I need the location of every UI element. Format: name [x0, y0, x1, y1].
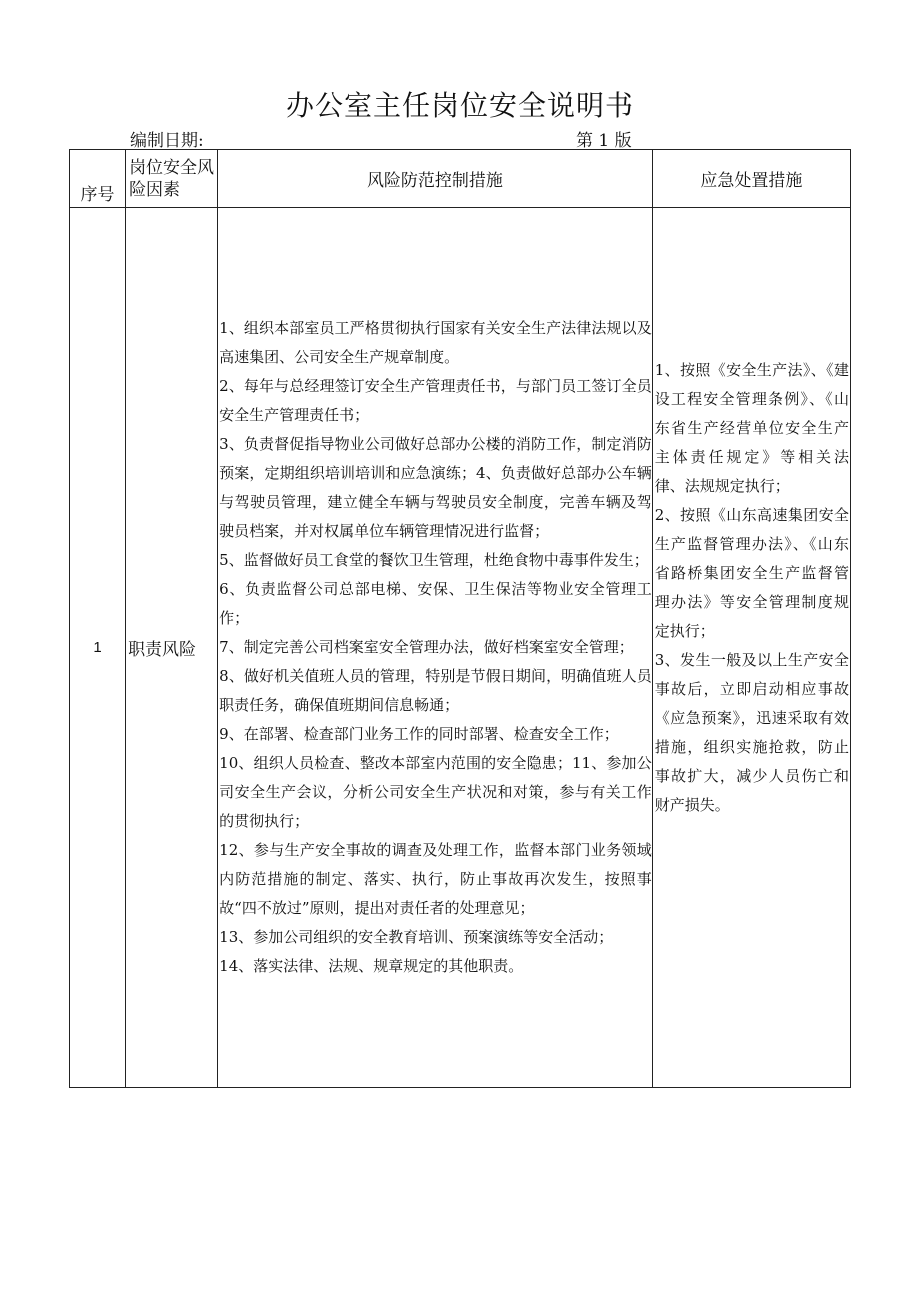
control-measure-item: 5、监督做好员工食堂的餐饮卫生管理，杜绝食物中毒事件发生； [219, 551, 649, 569]
table-row [70, 208, 851, 1088]
table-header-row [70, 150, 851, 208]
header-control-measures: 风险防范控制措施 [218, 150, 653, 208]
row-emergency-measures [652, 208, 850, 1088]
control-measure-item: 7、制定完善公司档案室安全管理办法，做好档案室安全管理； [219, 638, 634, 656]
document-title: 办公室主任岗位安全说明书 [285, 89, 634, 122]
control-measure-item: 6、负责监督公司总部电梯、安保、卫生保洁等物业安全管理工作； [219, 580, 652, 627]
control-measure-item: 13、参加公司组织的安全教育培训、预案演练等安全活动； [219, 928, 614, 946]
compile-date-label: 编制日期: [130, 131, 204, 151]
emergency-measure-item: 1、按照《安全生产法》、《建设工程安全管理条例》、《山东省生产经营单位安全生产主体责任规定》等相关法律、法规规定执行； [654, 360, 849, 495]
control-measures-list [219, 314, 652, 981]
row-risk-factor: 职责风险 [126, 208, 218, 1088]
header-seq: 序号 [70, 150, 126, 208]
header-emergency-measures: 应急处置措施 [652, 150, 850, 208]
control-measure-item: 10、组织人员检查、整改本部室内范围的安全隐患；11、参加公司安全生产会议，分析公司安全生产状况和对策，参与有关工作的贯彻执行； [219, 754, 652, 830]
control-measure-item: 9、在部署、检查部门业务工作的同时部署、检查安全工作； [219, 725, 619, 743]
control-measure-item: 12、参与生产安全事故的调查及处理工作，监督本部门业务领域内防范措施的制定、落实、执行，防止事故再次发生，按照事故“四不放过”原则，提出对责任者的处理意见； [219, 841, 652, 917]
row-seq: 1 [70, 208, 126, 1088]
safety-responsibility-table [69, 149, 851, 1088]
header-risk-factor: 岗位安全风险因素 [126, 150, 218, 208]
emergency-measure-item: 2、按照《山东高速集团安全生产监督管理办法》、《山东省路桥集团安全生产监督管理办法》等安全管理制度规定执行； [654, 505, 849, 640]
emergency-measure-item: 3、发生一般及以上生产安全事故后，立即启动相应事故《应急预案》，迅速采取有效措施，组织实施抢救，防止事故扩大，减少人员伤亡和财产损失。 [654, 650, 849, 814]
control-measure-item: 3、负责督促指导物业公司做好总部办公楼的消防工作，制定消防预案，定期组织培训培训和应急演练；4、负责做好总部办公车辆与驾驶员管理，建立健全车辆与驾驶员安全制度，完善车辆及驾驶员档案，并对权属单位车辆管理情况进行监督； [219, 435, 652, 540]
control-measure-item: 8、做好机关值班人员的管理，特别是节假日期间，明确值班人员职责任务，确保值班期间信息畅通； [219, 667, 652, 714]
row-control-measures [218, 208, 653, 1088]
control-measure-item: 2、每年与总经理签订安全生产管理责任书，与部门员工签订全员安全生产管理责任书； [219, 377, 652, 424]
control-measure-item: 14、落实法律、法规、规章规定的其他职责。 [219, 957, 524, 975]
version-label: 第 1 版 [576, 131, 632, 151]
emergency-measures-list [655, 356, 849, 820]
control-measure-item: 1、组织本部室员工严格贯彻执行国家有关安全生产法律法规以及高速集团、公司安全生产规章制度。 [219, 319, 652, 366]
